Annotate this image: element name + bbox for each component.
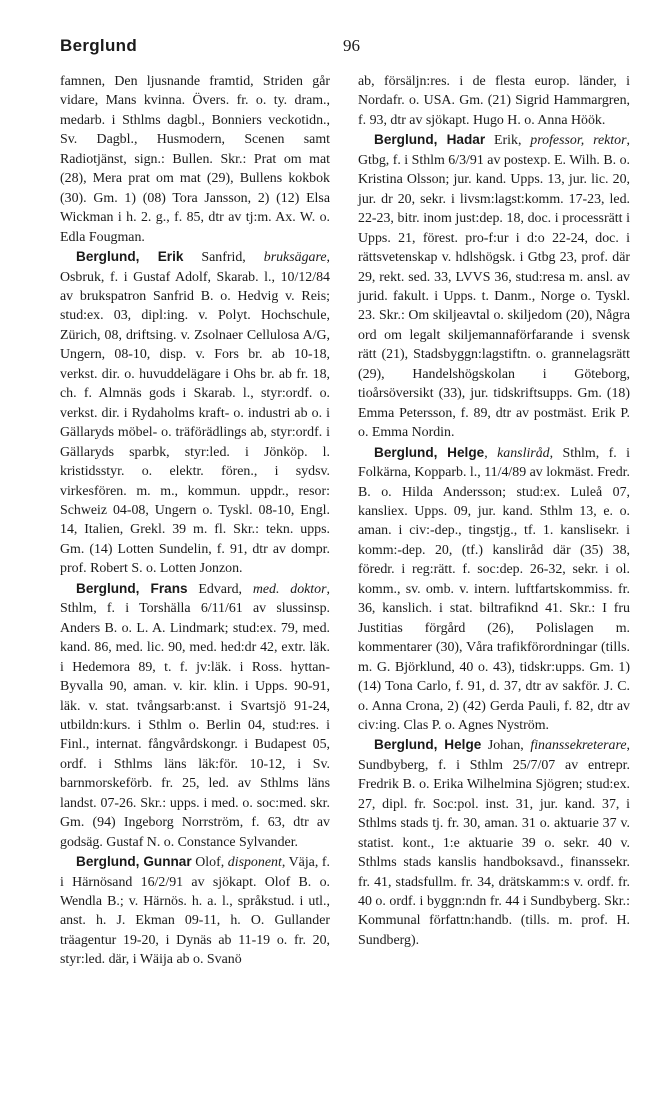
entry-title: finanssekreterare (530, 738, 627, 754)
entry-berglund-helge-1 (358, 443, 630, 736)
entry-name: Berglund, Hadar (374, 132, 486, 148)
entry-berglund-erik (60, 247, 330, 579)
entry-title: kanslіråd (497, 445, 550, 461)
entry-title: disponent (227, 855, 282, 871)
entry-text: , Sundbyberg, f. i Sthlm 25/7/07 av entrepr. Fredrik B. o. Erika Wilhelmina Sjögren; stud:ex. 27, dipl. fr. Soc:pol. inst. 31, jur. kand. 37, i Sthlms stads tj. fr. 30, aman. 31 o. aktuarie 37 v. statist. kont., 1:e aktuarie 39 o. sekr. 40 v. Sthlms stads kanslis handboksavd., finanssekr. fr. 41, stadsfullm. fr. 34, drätskamm:s v. ordf. fr. 40 o. ordf. i byggn:ndn fr. 44 i Sundbyberg. Skr.: Kommunal författn:handb. (tills. m. prof. H. Sundberg). (358, 738, 631, 948)
entry-text: , Sthlm, f. i Torshälla 6/11/61 av slussinsp. Anders B. o. L. A. Lindmark; stud:ex. 79, med. kand. 86, med. lic. 90, med. hed:dr 42, extr. läk. i Hedemora 89, t. f. jv:läk. i Ross. hyttan-Byvalla 90, aman. v. kir. klin. i Upps. 90-91, läk. v. stat. tvångsarb:anst. i Svartsjö 91-24, utbildn:kurs. i Sthlm o. Berlin 04, stud:res. i Finl., internat. fångvårdskongr. i Budapest 05, ordf. i Sthlms läns läk:för. 10-12, i Sv. barnmorskeförb. fr. 25, led. av Sthlms läns landst. 07-26. Skr.: upps. i med. o. soc:med. skr. Gm. (94) Ingeborg Norrström, f. 63, dtr av godsäg. Gustaf N. o. Constance Sylvander. (60, 581, 330, 850)
entry-name: Berglund, Erik (76, 249, 184, 265)
entry-text: famnen, Den ljusnande framtid, Striden går vidare, Mans kvinna. Övers. fr. o. ty. dram., medarb. i Sthlms dagbl., Bonniers veckotidn., Sv. Dagbl., Husmodern, Scenen samt Radiotjänst, sign.: Bullen. Skr.: Prat om mat (28), Mera prat om mat (29), Bullens kokbok (30). Gm. 1) (08) Tora Jansson, 2) (12) Elsa Wickman i h. 2. g., f. 85, dtr av tj:m. Ax. W. o. Edla Fougman. (60, 74, 330, 245)
entry-given-names: Olof, (191, 855, 228, 871)
entry-name: Berglund, Gunnar (76, 854, 192, 870)
entry-continuation (60, 72, 330, 247)
entry-berglund-gunnar (60, 852, 330, 970)
entry-name: Berglund, Helge (374, 737, 482, 753)
entry-continuation (358, 72, 630, 130)
entry-given-names: , (484, 445, 498, 461)
entry-berglund-helge-2 (358, 735, 630, 950)
entry-text: ab, försäljn:res. i de flesta europ. länder, i Nordafr. o. USA. Gm. (21) Sigrid Hammargren, f. 93, dtr av sjökapt. Hugo H. o. Anna Höök. (358, 74, 630, 128)
entry-berglund-hadar (358, 130, 630, 442)
page-number: 96 (343, 36, 360, 55)
entry-given-names: Johan, (481, 738, 531, 754)
entry-text: , Sthlm, f. i Folkärna, Kopparb. l., 11/4/89 av lokmäst. Fredr. B. o. Hilda Andersson; stud:ex. Luleå 07, kansliex. Upps. 09, jur. kand. Sthlm 13, e. o. aman. i civ:-dep., tingstjg., tf. 1. kanslisekr. i komm:-dep. 20, (tf.) kansliråd där (35) 38, föredr. i reg:rätt. f. soc:dep. 26-32, sekr. i ol. komm., sv. omb. v. intern. luftfartskommiss. fr. 36, kanslich. i stat. biltrafiknd 41. Skr.: I fru Justitias förgård (26), Polislagen m. kommentarer (30), Våra trafikförordningar (tills. m. G. Björklund, 40 o. 43), tidskr:upps. Gm. 1) (14) Tona Carlo, f. 91, d. 37, dtr av sakför. J. C. o. Anna Crona, 2) (42) Gerda Pauli, f. 82, dtr av civ:ing. Clas P. o. Agnes Nyström. (358, 445, 631, 733)
entry-text: , Osbruk, f. i Gustaf Adolf, Skarab. l., 10/12/84 av brukspatron Sanfrid B. o. Hedvig v. Reis; stud:ex. 03, dipl:ing. v. Polyt. Hochschule, Zürich, 08, driftsing. v. Zsolnaer Cellulosa A/G, Ungern, 08-10, disp. v. Fors br. ab 10-18, verkst. dir. o. huvuddelägare i Ohs br. ab fr. 18, ch. f. Almnäs gods i Skarab. l., styr:ordf. o. verkst. dir. i Rydaholms kraft- o. industri ab o. i Gällaryds möbel- o. träförädlings ab, styr:ordf. i Gällaryds sparbk, styr:led. i Jönköp. l. kristidsstyr. o. elektr. fören., i sydsv. virkesfören. m. m., kommun. uppdr., resor: Schweiz 04-08, Ungern o. Tyskl. 08-10, Engl. 14, Italien, Grekl. 39 m. fl. Skr.: tekn. upps. Gm. (14) Lotten Sundelin, f. 91, dtr av dompr. prof. Robert S. o. Lotten Jonzon. (60, 250, 331, 577)
entry-given-names: Edvard, (187, 581, 253, 597)
running-head: Berglund (60, 36, 138, 55)
entry-title: bruksägare (263, 250, 327, 266)
entry-text: , Väja, f. i Härnösand 16/2/91 av sjökapt. Olof B. o. Wendla B.; v. Härnös. h. a. l., språkstud. i utl., anst. h. J. Ekman 09-11, h. O. Gullander träagentur 19-20, i Dynäs ab 11-19 o. fr. 20, styr:led. där, i Wäija ab o. Svanö (60, 855, 330, 968)
entry-text: , Gtbg, f. i Sthlm 6/3/91 av postexp. E. Wilh. B. o. Kristina Olsson; jur. kand. Upps. 13, jur. lic. 20, jur. dr 20, sekr. i livsm:lagst:komm. 17-23, led. 22-23, bitr. inom just:dep. 18, doc. i processrätt i Upps. 21, förest. pro-f:ur i d:o 22-24, doc. i rättsvetenskap v. hdlshögsk. i Gtbg 23, prof. där 29, rekt. sed. 33, LVVS 36, stud:resa m. ansl. av jurid. fakult. i Upps. t. Danm., Norge o. Tyskl. 23. Skr.: Om skiljeavtal o. skiljedom (20), Några ord om legalt skiljemannaförfarande i svensk rätt (21), Stadsbyggn:lagstiftn. o. grannelagsrätt (29), Handelshögskolan i Göteborg, tioårsöversikt (33), jur. tidskriftsupps. Gm. (18) Emma Petersson, f. 89, dtr av postmäst. Erik P. o. Emma Nordin. (358, 133, 630, 441)
left-column (60, 72, 330, 970)
entry-given-names: Sanfrid, (183, 250, 264, 266)
entry-name: Berglund, Frans (76, 580, 188, 596)
right-column (358, 72, 630, 950)
entry-name: Berglund, Helge (374, 444, 485, 460)
entry-given-names: Erik, (485, 133, 531, 149)
entry-title: professor, rektor (530, 133, 627, 149)
entry-title: med. doktor (252, 581, 327, 597)
page-header (60, 36, 610, 60)
entry-berglund-frans (60, 579, 330, 852)
